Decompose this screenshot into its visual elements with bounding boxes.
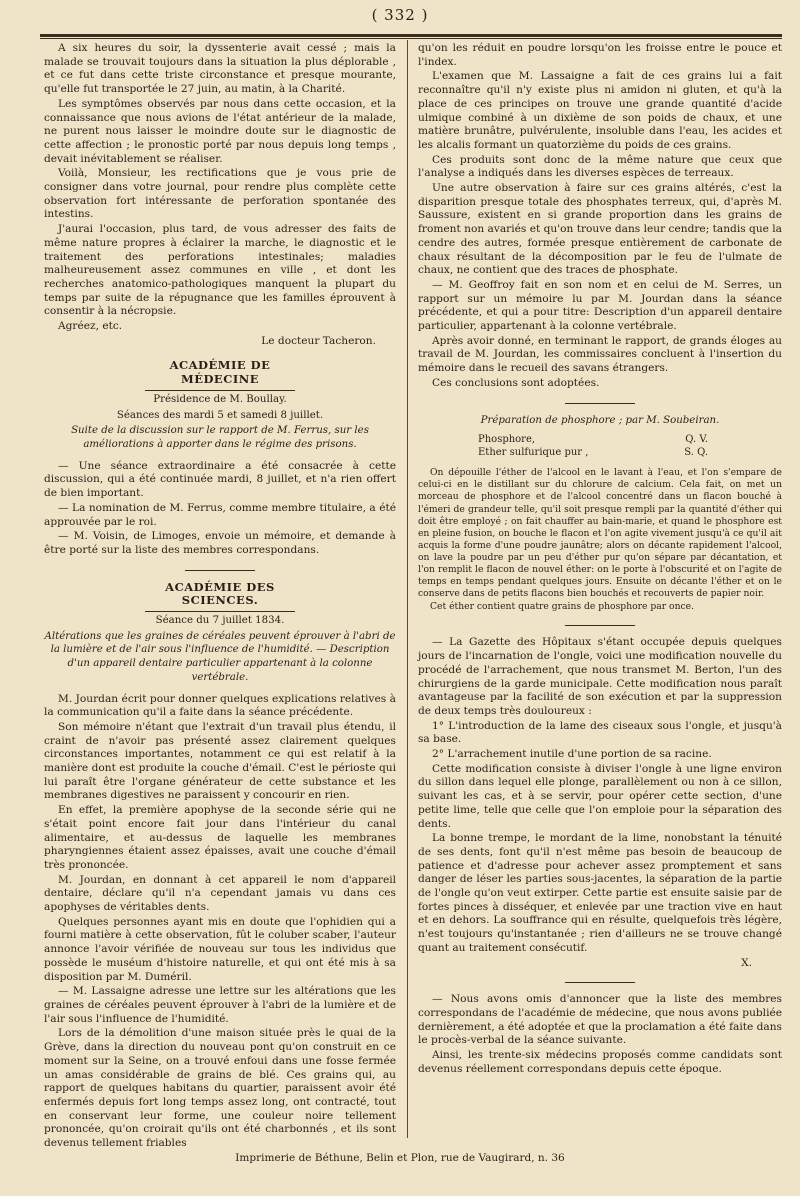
subject-line: Altérations que les graines de céréales peuvent éprouver à l'abri de la lumière et de l'air sous l'influence de l'humidité. — Description d'un appareil dentaire particulier appartenant à la colonne vertébrale. <box>44 630 396 683</box>
paragraph: 2° L'arrachement inutile d'une portion de sa racine. <box>432 748 712 761</box>
paragraph: L'examen que M. Lassaigne a fait de ces grains lui a fait reconnaître qu'il n'y existe plus ni amidon ni gluten, et qu'à la place de ces principes on trouve une grande quantité d'acide ulmique combiné à un dixième de son poids de chaux, et une matière brunâtre, pulvérulente, insoluble dans l'eau, les acides et les alcalis formant un quatorzième du poids de ces grains. <box>418 70 782 151</box>
reagent-row <box>478 446 708 459</box>
paragraph: 1° L'introduction de la lame des ciseaux sous l'ongle, et jusqu'à sa base. <box>418 719 782 746</box>
page-number: ( 332 ) <box>371 6 429 24</box>
paragraph: Lors de la démolition d'une maison située près le quai de la Grève, dans la direction du nouveau pont qu'on construit en ce moment sur la Seine, on a trouvé enfoui dans une fosse fermée un amas considérable de grains de blé. Ces grains qui, au rapport de quelques habitans du quartier, paraissent avoir été enfermés depuis fort long temps assez long, ont contracté, tout en conservant leur forme, une couleur noire tellement prononcée, qu'on croirait qu'ils ont été charbonnés , et ils sont devenus tellement friables <box>44 1027 396 1150</box>
paragraph: Cet éther contient quatre grains de phosphore par once. <box>430 601 695 613</box>
header-rule <box>40 34 782 39</box>
separator <box>565 403 635 404</box>
printer-footer: Imprimerie de Béthune, Belin et Plon, rue de Vaugirard, n. 36 <box>235 1152 565 1164</box>
paragraph: Son mémoire n'étant que l'extrait d'un travail plus étendu, il craint de n'avoir pas présenté assez clairement quelques circonstances importantes, notamment ce qui est relatif à la manière dont est produite la couche d'émail. C'est le périoste qui lui paraît être l'organe générateur de cette substance et les membranes digestives ne paraissent y concourir en rien. <box>44 720 396 802</box>
paragraph: — Une séance extraordinaire a été consacrée à cette discussion, qui a été continuée mardi, 8 juillet, et n'a rien offert de bien important. <box>44 459 396 500</box>
paragraph: Après avoir donné, en terminant le rapport, de grands éloges au travail de M. Jourdan, les commissaires concluent à l'insertion du mémoire dans le recueil des savans étrangers. <box>418 334 782 375</box>
reagent-quantity: Q. V. <box>685 434 708 446</box>
paragraph: — M. Voisin, de Limoges, envoie un mémoire, et demande à être porté sur la liste des membres correspondans. <box>44 530 396 556</box>
paragraph: Cette modification consiste à diviser l'ongle à une ligne environ du sillon dans lequel elle plonge, parallèlement ou non à ce sillon, suivant les cas, et à se servir, pour opérer cette section, d'une petite lime, telle que celle que l'on emploie pour la séparation des dents. <box>418 762 782 830</box>
paragraph: — La Gazette des Hôpitaux s'étant occupée depuis quelques jours de l'incarnation de l'ongle, voici une modification nouvelle du procédé de l'arrachement, que nous transmet M. Berton, l'un des chirurgiens de la garde municipale. Cette modification nous paraît avantageuse par la facilité de son exécution et par la suppression de deux temps très douloureux : <box>418 636 782 717</box>
separator <box>565 625 635 626</box>
left-column <box>44 42 396 1150</box>
signoff: X. <box>741 956 752 969</box>
subject-line: Suite de la discussion sur le rapport de M. Ferrus, sur les améliorations à apporter dans le régime des prisons. <box>71 425 369 450</box>
signature: Le docteur Tacheron. <box>261 334 376 347</box>
separator <box>185 570 255 571</box>
small-print-block <box>418 467 782 613</box>
separator <box>565 982 635 983</box>
paragraph: On dépouille l'éther de l'alcool en le lavant à l'eau, et l'on s'empare de celui-ci en le distillant sur du chlorure de calcium. Cela fait, on met un morceau de phosphore et de l'alcool concentré dans un flacon bouché à l'émeri de grandeur telle, qu'il soit presque rempli par la quantité d'éther qui doit être employé ; on fait chauffer au bain-marie, et quand le phosphore est en pleine fusion, on bouche le flacon et l'on agite vivement jusqu'à ce qu'il ait acquis la forme d'une poudre jaunâtre; alors on décante rapidement l'alcool, on lave la poudre par un peu d'éther pur qu'on sépare par décantation, et l'on remplit le flacon de nouvel éther: on le porte à l'obscurité et on l'agite de temps en temps pendant quelques jours. Ensuite on décante l'éther et on le conserve dans de petits flacons bien bouchés et recouverts de papier noir. <box>418 467 782 600</box>
paragraph: Quelques personnes ayant mis en doute que l'ophidien qui a fourni matière à cette observation, fût le coluber scaber, l'auteur annonce l'avoir vérifiée de nouveau sur tous les individus que possède le muséum d'histoire naturelle, et qui ont été mis à sa disposition par M. Duméril. <box>44 915 396 983</box>
presidence: Présidence de M. Boullay. <box>153 393 287 405</box>
right-column <box>418 42 782 1140</box>
paragraph: Une autre observation à faire sur ces grains altérés, c'est la disparition presque totale des phosphates terreux, qui, d'après M. Saussure, existent en si grande proportion dans les grains de froment non avariés et qu'on trouve dans leur cendre; tandis que la cendre des autres, formée presque entièrement de carbonate de chaux résultant de la décomposition par le feu de l'ulmate de chaux, ne contient que des traces de phosphate. <box>418 182 782 277</box>
paragraph: Ainsi, les trente-six médecins proposés comme candidats sont devenus réellement correspondans depuis cette époque. <box>418 1049 782 1075</box>
paragraph: Agréez, etc. <box>58 320 123 333</box>
paragraph: La bonne trempe, le mordant de la lime, nonobstant la ténuité de ses dents, font qu'il n'est même pas besoin de beaucoup de patience et d'adresse pour achever assez promptement et sans danger de léser les parties sous-jacentes, la séparation de la partie de l'ongle qu'on veut extirper. Cette partie est ensuite saisie par de fortes pinces à disséquer, et enlevée par une traction vive en haut et en dehors. La souffrance qui en résulte, quelquefois très légère, n'est toujours qu'instantanée ; rien d'ailleurs ne se trouve changé quant au traitement consécutif. <box>418 832 782 954</box>
reagent-list <box>478 433 708 459</box>
paragraph: Ces conclusions sont adoptées. <box>432 376 600 389</box>
section-title-academie-sciences: ACADÉMIE DES SCIENCES. <box>145 581 295 612</box>
paragraph: Les symptômes observés par nous dans cette occasion, et la connaissance que nous avions de l'état antérieur de la malade, ne purent nous laisser le moindre doute sur le diagnostic de cette affection ; le pronostic porté par nous depuis long temps , devait inévitablement se réaliser. <box>44 97 396 165</box>
reagent-name: Ether sulfurique pur , <box>478 447 589 459</box>
paragraph: Voilà, Monsieur, les rectifications que je vous prie de consigner dans votre journal, pour rendre plus complète cette observation fort intéressante de perforation spontanée des intestins. <box>44 167 396 221</box>
reagent-name: Phosphore, <box>478 434 536 446</box>
paragraph: Ces produits sont donc de la même nature que ceux que l'analyse a indiqués dans les diverses espèces de terreaux. <box>418 153 782 180</box>
paragraph: En effet, la première apophyse de la seconde série qui ne s'était point encore fait jour dans l'intérieur du canal alimentaire, et au-dessus de laquelle les membranes pharyngiennes étaient assez épaisses, avait une couche d'émail très prononcée. <box>44 804 396 871</box>
paragraph: qu'on les réduit en poudre lorsqu'on les froisse entre le pouce et l'index. <box>418 42 782 68</box>
paragraph: — La nomination de M. Ferrus, comme membre titulaire, a été approuvée par le roi. <box>44 501 396 528</box>
reagent-quantity: S. Q. <box>684 447 708 459</box>
reagent-row <box>478 433 708 446</box>
seance-date: Séance du 7 juillet 1834. <box>155 615 285 627</box>
paragraph: M. Jourdan, en donnant à cet appareil le nom d'appareil dentaire, déclare qu'il n'a cependant jamais vu dans ces apophyses de véritables dents. <box>44 873 396 914</box>
paragraph: — M. Lassaigne adresse une lettre sur les altérations que les graines de céréales peuvent éprouver à l'abri de la lumière et de l'air sous l'influence de l'humidité. <box>44 985 396 1025</box>
section-title-academie-medecine: ACADÉMIE DE MÉDECINE <box>145 359 295 390</box>
paragraph: A six heures du soir, la dyssenterie avait cessé ; mais la malade se trouvait toujours dans la situation la plus déplorable , et ce fut dans cette triste circonstance et presque mourante, qu'elle fut transportée le 27 juin, au matin, à la Charité. <box>44 42 396 96</box>
paragraph: — M. Geoffroy fait en son nom et en celui de M. Serres, un rapport sur un mémoire lu par M. Jourdan dans la séance précédente, et qui a pour titre: Description d'un appareil dentaire particulier, appartenant à la colonne vertébrale. <box>418 278 782 333</box>
paragraph: M. Jourdan écrit pour donner quelques explications relatives à la communication qu'il a faite dans la séance précédente. <box>44 692 396 719</box>
paragraph: — Nous avons omis d'annoncer que la liste des membres correspondans de l'académie de médecine, que nous avons publiée dernièrement, a été adoptée et que la proclamation a été faite dans le procès-verbal de la séance suivante. <box>418 993 782 1047</box>
preparation-title: Préparation de phosphore ; par M. Soubeiran. <box>480 414 720 426</box>
column-divider <box>407 40 408 1138</box>
seances-date: Séances des mardi 5 et samedi 8 juillet. <box>116 409 324 421</box>
paragraph: J'aurai l'occasion, plus tard, de vous adresser des faits de même nature propres à éclairer la marche, le diagnostic et le traitement des perforations intestinales; maladies malheureusement assez communes en ville , et dont les recherches anatomico-pathologiques manquent la plupart du temps par suite de la répugnance que les familles éprouvent à consentir à la nécropsie. <box>44 223 396 318</box>
